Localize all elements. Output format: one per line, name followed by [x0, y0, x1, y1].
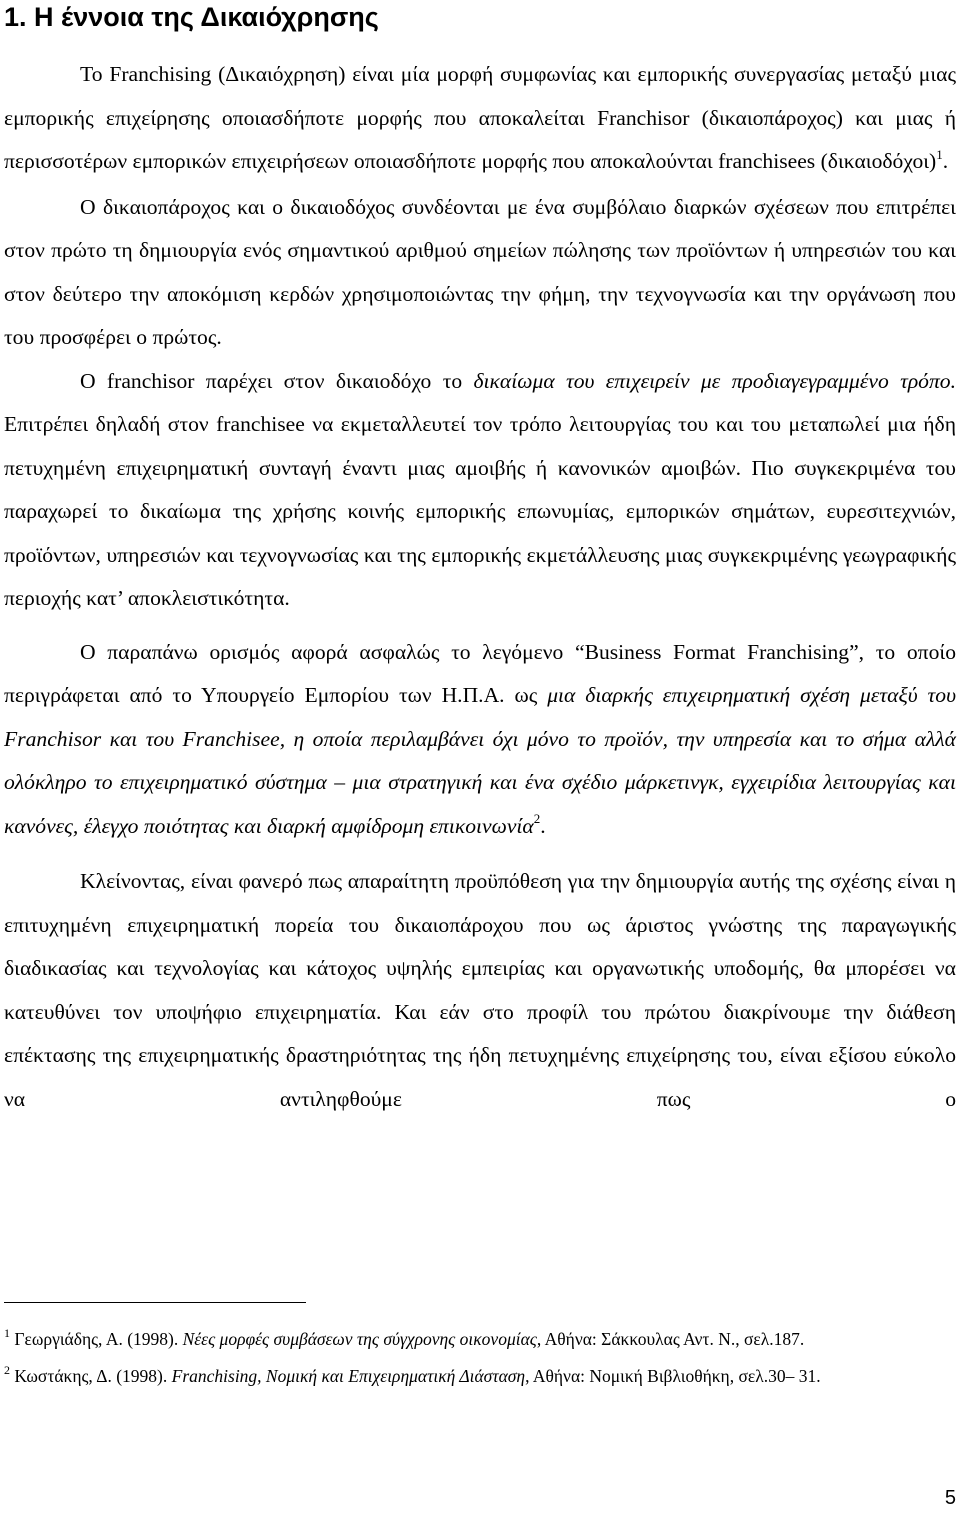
footnote-separator: [4, 1302, 306, 1303]
footnote-segment: Κωστάκης, Δ. (1998).: [10, 1366, 172, 1386]
paragraph-2: [4, 186, 956, 360]
paragraph-segment: 1: [936, 146, 943, 162]
paragraph-segment: Ο δικαιοπάροχος και ο δικαιοδόχος συνδέονται με ένα συμβόλαιο διαρκών σχέσεων που επιτρέπει στον πρώτο τη δημιουργία ενός σημαντικού αριθμού σημείων πώλησης των προϊόντων ή υπηρεσιών του και στον δεύτερο την αποκόμιση κερδών χρησιμοποιώντας την φήμη, την τεχνογνωσία και την οργάνωση που του προσφέρει ο πρώτος.: [4, 194, 956, 349]
footnote-number: 1: [4, 1326, 10, 1341]
footnote-1: [4, 1321, 954, 1358]
body-text: [4, 53, 956, 1121]
footnote-segment: , Αθήνα: Νομική Βιβλιοθήκη, σελ.30– 31.: [525, 1366, 821, 1386]
footnote-segment: Γεωργιάδης, Α. (1998).: [10, 1329, 183, 1349]
paragraph-segment: Ο franchisor παρέχει στον δικαιοδόχο το: [80, 368, 474, 393]
section-heading: 1. Η έννοια της Δικαιόχρησης: [4, 2, 379, 32]
footnote-segment: Νέες μορφές συμβάσεων της σύγχρονης οικονομίας: [182, 1329, 537, 1349]
paragraph-segment: μια διαρκής επιχειρηματική σχέση μεταξύ του Franchisor και του Franchisee, η οποία περιλαμβάνει όχι μόνο το προϊόν, την υπηρεσία και το σήμα αλλά ολόκληρο το επιχειρηματικό σύστημα – μια στρατηγική και ένα σχέδιο μάρκετινγκ, εγχειρίδια λειτουργίας και κανόνες, έλεγχο ποιότητας και διαρκή αμφίδρομη επικοινωνία: [4, 683, 956, 838]
paragraph-segment: .: [942, 149, 949, 173]
paragraph-segment: δικαίωμα του επιχειρείν με προδιαγεγραμμένο τρόπο.: [473, 368, 956, 393]
paragraph-1: [4, 53, 956, 184]
paragraph-segment: Κλείνοντας, είναι φανερό πως απαραίτητη προϋπόθεση για την δημιουργία αυτής της σχέσης είναι η επιτυχημένη επιχειρηματική πορεία του δικαιοπάροχου που ως άριστος γνώστης της παραγωγικής διαδικασίας και τεχνολογίας και κάτοχος υψηλής εμπειρίας και οργανωτικής υποδομής, θα μπορέσει να κατευθύνει τον υποψήφιο επιχειρηματία. Και εάν στο προφίλ του πρώτου διακρίνουμε την διάθεση επέκτασης της επιχειρηματικής δραστηριότητας της ήδη πετυχημένης επιχείρησης του, είναι εξίσου εύκολο να αντιληφθούμε πως ο: [4, 869, 956, 1111]
paragraph-segment: Το Franchising (Δικαιόχρηση) είναι μία μορφή συμφωνίας και εμπορικής συνεργασίας μεταξύ μιας εμπορικής επιχείρησης οποιασδήποτε μορφής που αποκαλείται Franchisor (δικαιοπάροχος) και μιας ή περισσοτέρων εμπορικών επιχειρήσεων οποιασδήποτε μορφής που αποκαλούνται franchisees (δικαιοδόχοι): [4, 62, 956, 173]
paragraph-4: [4, 631, 956, 849]
footnote-segment: Franchising, Νομική και Επιχειρηματική Διάσταση: [171, 1366, 526, 1386]
paragraph-5: [4, 860, 956, 1121]
paragraph-segment: Επιτρέπει δηλαδή στον franchisee να εκμεταλλευτεί τον τρόπο λειτουργίας του και του μεταπωλεί μια ήδη πετυχημένη επιχειρηματική συνταγή έναντι μιας αμοιβής ή κανονικών αμοιβών. Πιο συγκεκριμένα του παραχωρεί το δικαίωμα της χρήσης κοινής εμπορικής επωνυμίας, εμπορικών σημάτων, ευρεσιτεχνιών, προϊόντων, υπηρεσιών και τεχνογνωσίας και της εμπορικής εκμετάλλευσης μιας συγκεκριμένης γεωγραφικής περιοχής κατ’ αποκλειστικότητα.: [4, 412, 956, 610]
paragraph-segment: Ο παραπάνω ορισμός αφορά ασφαλώς το λεγόμενο “Business Format Franchising”, το οποίο περιγράφεται από το Υπουργείο Εμπορίου των Η.Π.Α. ως: [4, 639, 956, 707]
paragraph-3: [4, 360, 956, 621]
footnote-2: [4, 1358, 954, 1395]
footnote-segment: , Αθήνα: Σάκκουλας Αντ. Ν., σελ.187.: [536, 1329, 805, 1349]
page-number: 5: [944, 1487, 956, 1509]
footnotes: [4, 1321, 954, 1395]
footnote-number: 2: [4, 1363, 10, 1378]
paragraph-segment: .: [540, 813, 546, 838]
paragraph-segment: 2: [533, 811, 541, 827]
